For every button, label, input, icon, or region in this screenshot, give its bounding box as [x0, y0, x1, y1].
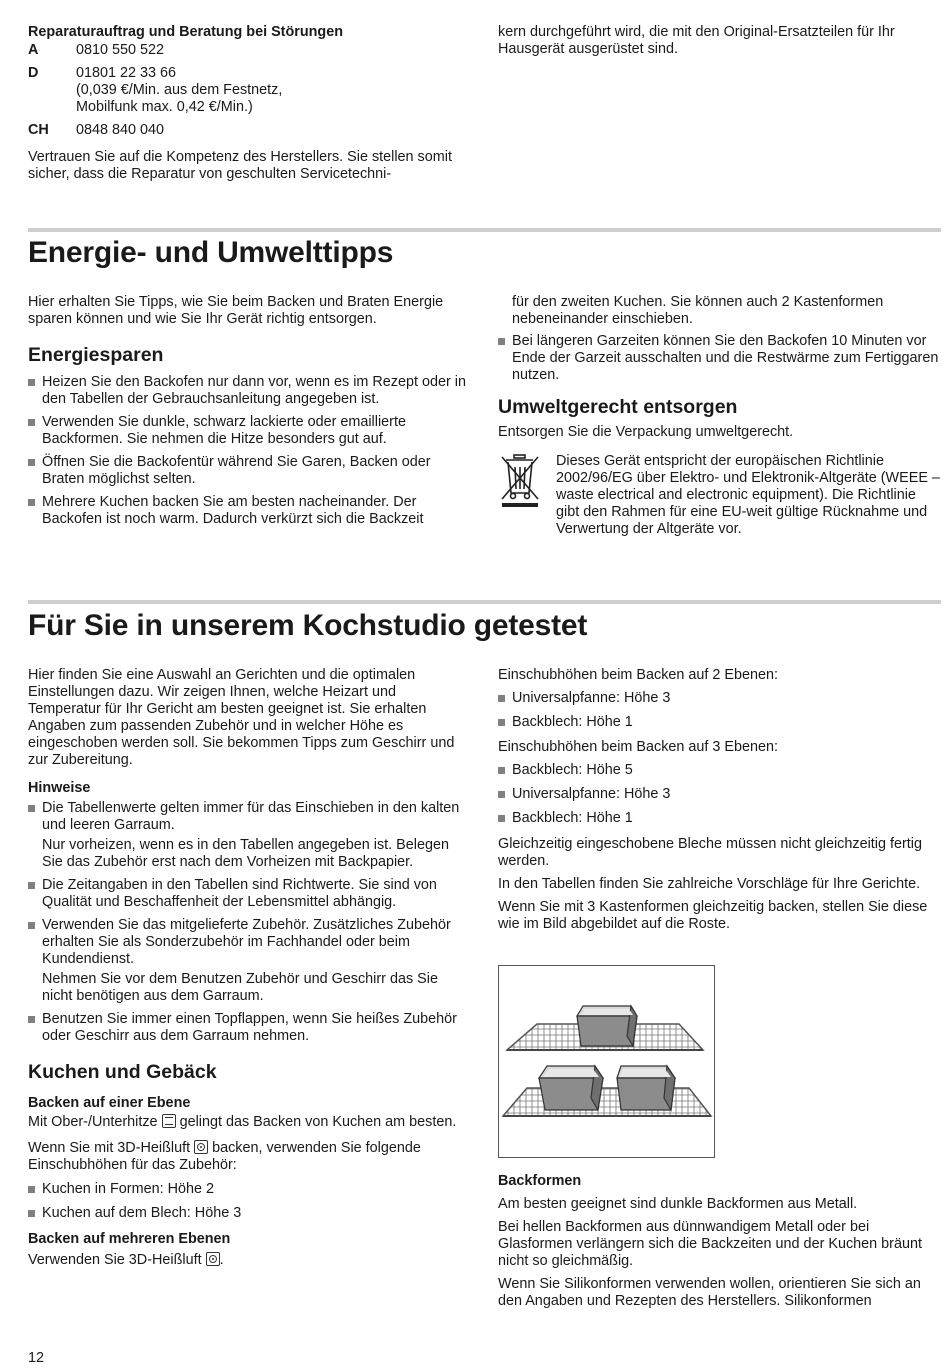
energy-right-column: [498, 294, 940, 538]
studio-intro: Hier finden Sie eine Auswahl an Gerichten und die optimalen Einstellungen dazu. Wir zeigen Ihnen, welche Heizart und Temperatur für Ihr Gericht am besten geeignet ist. Sie erhalten Angaben zum passenden Zubehör und in welcher Höhe es eingeschoben werden soll. Sie bekommen Tipps zum Geschirr und zur Zubereitung.: [28, 667, 455, 768]
note-2: [28, 877, 468, 911]
two-levels-item-1: [498, 690, 940, 707]
loaf-tins-figure: [498, 965, 715, 1158]
two-levels-item-2-text: Backblech: Höhe 1: [512, 714, 633, 730]
note-1-extra: Nur vorheizen, wenn es in den Tabellen angegeben ist. Belegen Sie das Zubehör erst nach dem Vorheizen mit Backpapier.: [42, 837, 449, 870]
three-levels-item-2: [498, 786, 940, 803]
3d-hot-air-icon: [206, 1252, 220, 1266]
three-levels-list: [498, 762, 940, 827]
phone-country: CH: [28, 122, 49, 138]
saving-item-5: [498, 333, 940, 384]
one-level-text-b: gelingt das Backen von Kuchen am besten.: [179, 1114, 457, 1130]
top-bottom-heat-icon: [162, 1114, 176, 1128]
note-3-text: Verwenden Sie das mitgelieferte Zubehör. Zusätzliches Zubehör erhalten Sie als Sonderzubehör im Fachhandel oder beim Kundendienst.: [42, 917, 451, 967]
weee-block: [498, 453, 940, 538]
hot-air-text-b: backen, verwenden Sie folgende Einschubhöhen für das Zubehör:: [28, 1140, 421, 1173]
hot-air-text-a: Wenn Sie mit 3D-Heißluft: [28, 1140, 191, 1156]
one-level-heading: Backen auf einer Ebene: [28, 1095, 191, 1111]
three-levels-item-3-text: Backblech: Höhe 1: [512, 810, 633, 826]
page-number: 12: [28, 1350, 45, 1366]
three-levels-item-1-text: Backblech: Höhe 5: [512, 762, 633, 778]
section-divider-2: [28, 600, 941, 604]
three-levels-item-3: [498, 810, 940, 827]
saving-item-2-text: Verwenden Sie dunkle, schwarz lackierte oder emaillierte Backformen. Sie nehmen die Hitze besonders gut auf.: [42, 414, 406, 447]
pans-block: [498, 1173, 940, 1310]
three-levels-item-2-text: Universalpfanne: Höhe 3: [512, 786, 671, 802]
repair-block: [28, 24, 478, 183]
multi-level-heading: Backen auf mehreren Ebenen: [28, 1231, 231, 1247]
3d-hot-air-icon: [194, 1140, 208, 1154]
one-level-list: [28, 1181, 468, 1222]
studio-right-column: [498, 667, 940, 933]
phone-line: Mobilfunk max. 0,42 €/Min.): [76, 99, 253, 115]
multi-level-text: [28, 1252, 468, 1269]
two-levels-list: [498, 690, 940, 731]
disposal-heading: Umweltgerecht entsorgen: [498, 396, 738, 418]
note-3-extra: Nehmen Sie vor dem Benutzen Zubehör und Geschirr das Sie nicht benötigen aus dem Garraum.: [42, 971, 438, 1004]
pans-text-3: Wenn Sie Silikonformen verwenden wollen, orientieren Sie sich an den Angaben und Rezepten des Herstellers. Silikonformen: [498, 1276, 921, 1309]
cake-heading: Kuchen und Gebäck: [28, 1061, 217, 1083]
two-levels-heading: Einschubhöhen beim Backen auf 2 Ebenen:: [498, 667, 779, 683]
three-levels-item-1: [498, 762, 940, 779]
phone-line: 0810 550 522: [76, 42, 165, 58]
phone-entry: [28, 42, 478, 59]
energy-saving-heading: Energiesparen: [28, 344, 164, 366]
energy-saving-list: [28, 374, 468, 528]
pans-heading: Backformen: [498, 1173, 582, 1189]
note-4: [28, 1011, 468, 1045]
one-level-item-1: [28, 1181, 468, 1198]
saving-item-1-text: Heizen Sie den Backofen nur dann vor, wenn es im Rezept oder in den Tabellen der Gebrauchsanleitung angegeben ist.: [42, 374, 466, 407]
note-1-text: Die Tabellenwerte gelten immer für das Einschieben in den kalten und leeren Garraum.: [42, 800, 460, 833]
notes-heading: Hinweise: [28, 780, 91, 796]
repair-trust-text-cont: kern durchgeführt wird, die mit den Original-Ersatzteilen für Ihr Hausgerät ausgerüstet sind.: [498, 24, 895, 57]
phone-list: [28, 42, 478, 139]
energy-intro: Hier erhalten Sie Tipps, wie Sie beim Backen und Braten Energie sparen können und wie Sie Ihr Gerät richtig entsorgen.: [28, 294, 444, 327]
two-levels-item-2: [498, 714, 940, 731]
multi-level-text-a: Verwenden Sie 3D-Heißluft: [28, 1252, 202, 1268]
phone-country: A: [28, 42, 39, 58]
note-2-text: Die Zeitangaben in den Tabellen sind Richtwerte. Sie sind von Qualität und Beschaffenheit der Lebensmittel abhängig.: [42, 877, 437, 910]
saving-item-4-text: Mehrere Kuchen backen Sie am besten nacheinander. Der Backofen ist noch warm. Dadurch verkürzt sich die Backzeit: [42, 494, 424, 527]
saving-item-4-cont: für den zweiten Kuchen. Sie können auch 2 Kastenformen nebeneinander einschieben.: [512, 294, 884, 327]
saving-item-3: [28, 454, 468, 488]
saving-item-5-text: Bei längeren Garzeiten können Sie den Backofen 10 Minuten vor Ende der Garzeit ausschalten und die Restwärme zum Fertiggaren nutzen.: [512, 333, 939, 383]
note-4-text: Benutzen Sie immer einen Topflappen, wenn Sie heißes Zubehör oder Geschirr aus dem Garraum nehmen.: [42, 1011, 457, 1044]
weee-crossed-bin-icon: [498, 453, 542, 509]
repair-trust-text: Vertrauen Sie auf die Kompetenz des Herstellers. Sie stellen somit sicher, dass die Reparatur von geschulten Servicetechni-: [28, 149, 452, 182]
section-divider: [28, 228, 941, 232]
disposal-text: Entsorgen Sie die Verpackung umweltgerecht.: [498, 424, 794, 440]
three-levels-heading: Einschubhöhen beim Backen auf 3 Ebenen:: [498, 739, 779, 755]
repair-heading: Reparaturauftrag und Beratung bei Störungen: [28, 24, 344, 40]
saving-item-3-text: Öffnen Sie die Backofentür während Sie Garen, Backen oder Braten möglichst selten.: [42, 454, 431, 487]
energy-left-column: [28, 294, 468, 528]
phone-line: 0848 840 040: [76, 122, 165, 138]
hot-air-text: [28, 1140, 468, 1174]
para-sheets: Gleichzeitig eingeschobene Bleche müssen nicht gleichzeitig fertig werden.: [498, 836, 922, 869]
note-1: [28, 800, 468, 871]
two-levels-item-1-text: Universalpfanne: Höhe 3: [512, 690, 671, 706]
studio-title: Für Sie in unserem Kochstudio getestet: [28, 609, 588, 642]
studio-left-column: [28, 667, 468, 1269]
saving-item-1: [28, 374, 468, 408]
pans-text-2: Bei hellen Backformen aus dünnwandigem Metall oder bei Glasformen verlängern sich die Backzeiten und der Kuchen bräunt nicht so gleichmäßig.: [498, 1219, 922, 1269]
saving-item-2: [28, 414, 468, 448]
phone-entry: [28, 65, 478, 116]
one-level-text-a: Mit Ober-/Unterhitze: [28, 1114, 158, 1130]
one-level-item-2: [28, 1205, 468, 1222]
one-level-item-2-text: Kuchen auf dem Blech: Höhe 3: [42, 1205, 242, 1221]
saving-item-4: [28, 494, 468, 528]
note-3: [28, 917, 468, 1005]
phone-country: D: [28, 65, 39, 81]
phone-line: (0,039 €/Min. aus dem Festnetz,: [76, 82, 283, 98]
one-level-item-1-text: Kuchen in Formen: Höhe 2: [42, 1181, 214, 1197]
notes-list: [28, 800, 468, 1045]
para-tables: In den Tabellen finden Sie zahlreiche Vorschläge für Ihre Gerichte.: [498, 876, 921, 892]
one-level-text: [28, 1114, 468, 1131]
loaf-tins-illustration: [499, 966, 714, 1157]
energy-title: Energie- und Umwelttipps: [28, 236, 394, 269]
para-loaf: Wenn Sie mit 3 Kastenformen gleichzeitig backen, stellen Sie diese wie im Bild abgebildet auf die Roste.: [498, 899, 928, 932]
repair-trust-cont: [498, 24, 940, 58]
pans-text-1: Am besten geeignet sind dunkle Backformen aus Metall.: [498, 1196, 858, 1212]
weee-text: Dieses Gerät entspricht der europäischen Richtlinie 2002/96/EG über Elektro- und Elektronik-Altgeräte (WEEE – waste electrical and electronic equipment). Die Richtlinie gibt den Rahmen für eine EU-weit gültige Rücknahme und Verwertung der Altgeräte vor.: [556, 453, 940, 537]
phone-entry: [28, 122, 478, 139]
multi-level-text-b: .: [219, 1252, 224, 1268]
phone-line: 01801 22 33 66: [76, 65, 177, 81]
